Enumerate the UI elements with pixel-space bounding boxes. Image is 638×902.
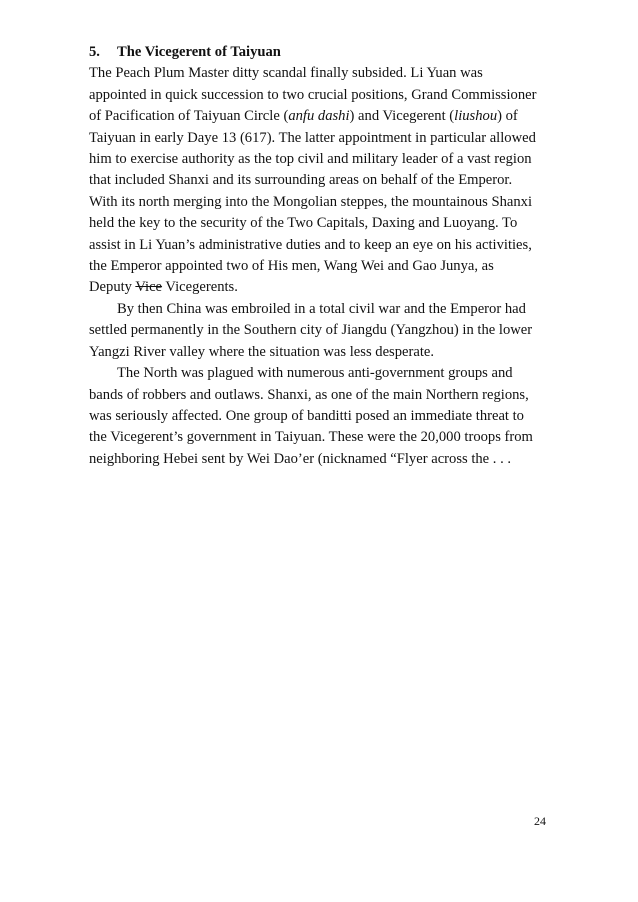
text-line: the Vicegerent’s government in Taiyuan. These were the 20,000 troops from	[89, 429, 533, 446]
section-title: The Vicegerent of Taiyuan	[117, 44, 281, 60]
italic-term-anfu-dashi: anfu dashi	[288, 108, 350, 125]
paragraph-2	[89, 299, 551, 363]
paragraph-3	[89, 363, 551, 470]
text-line	[89, 277, 551, 298]
text-segment: Deputy	[89, 279, 136, 296]
text-line: assist in Li Yuan’s administrative duties and to keep an eye on his activities,	[89, 236, 532, 253]
text-line: By then China was embroiled in a total civil war and the Emperor had	[117, 300, 526, 317]
section-heading	[89, 42, 551, 63]
text-segment: ) of	[497, 108, 518, 125]
text-line: Yangzi River valley where the situation was less desperate.	[89, 343, 435, 360]
text-line: that included Shanxi and its surrounding areas on behalf of the Emperor.	[89, 172, 513, 189]
text-line: Taiyuan in early Daye 13 (617). The latter appointment in particular allowed	[89, 129, 536, 146]
italic-term-liushou: liushou	[454, 108, 498, 125]
text-segment: ) and Vicegerent (	[349, 108, 455, 125]
text-line	[89, 106, 551, 127]
text-line: held the key to the security of the Two Capitals, Daxing and Luoyang. To	[89, 215, 518, 232]
text-line: neighboring Hebei sent by Wei Dao’er (nicknamed “Flyer across the . . .	[89, 450, 512, 467]
text-segment: Vicegerents.	[162, 279, 238, 296]
text-line: The North was plagued with numerous anti-government groups and	[117, 365, 513, 382]
text-line: bands of robbers and outlaws. Shanxi, as one of the main Northern regions,	[89, 386, 529, 403]
text-line: settled permanently in the Southern city of Jiangdu (Yangzhou) in the lower	[89, 322, 533, 339]
text-segment: of Pacification of Taiyuan Circle (	[89, 108, 289, 125]
text-line: the Emperor appointed two of His men, Wang Wei and Gao Junya, as	[89, 258, 494, 275]
paragraph-1	[89, 63, 551, 298]
section-number: 5.	[89, 44, 100, 60]
body-text	[89, 42, 551, 470]
text-line: him to exercise authority as the top civil and military leader of a vast region	[89, 151, 532, 168]
text-line: The Peach Plum Master ditty scandal finally subsided. Li Yuan was	[89, 65, 483, 82]
text-line: appointed in quick succession to two crucial positions, Grand Commissioner	[89, 86, 537, 103]
struck-word: Vice	[135, 279, 163, 296]
page-number: 24	[534, 814, 546, 828]
text-line: With its north merging into the Mongolian steppes, the mountainous Shanxi	[89, 193, 532, 210]
text-line: was seriously affected. One group of banditti posed an immediate threat to	[89, 407, 524, 424]
